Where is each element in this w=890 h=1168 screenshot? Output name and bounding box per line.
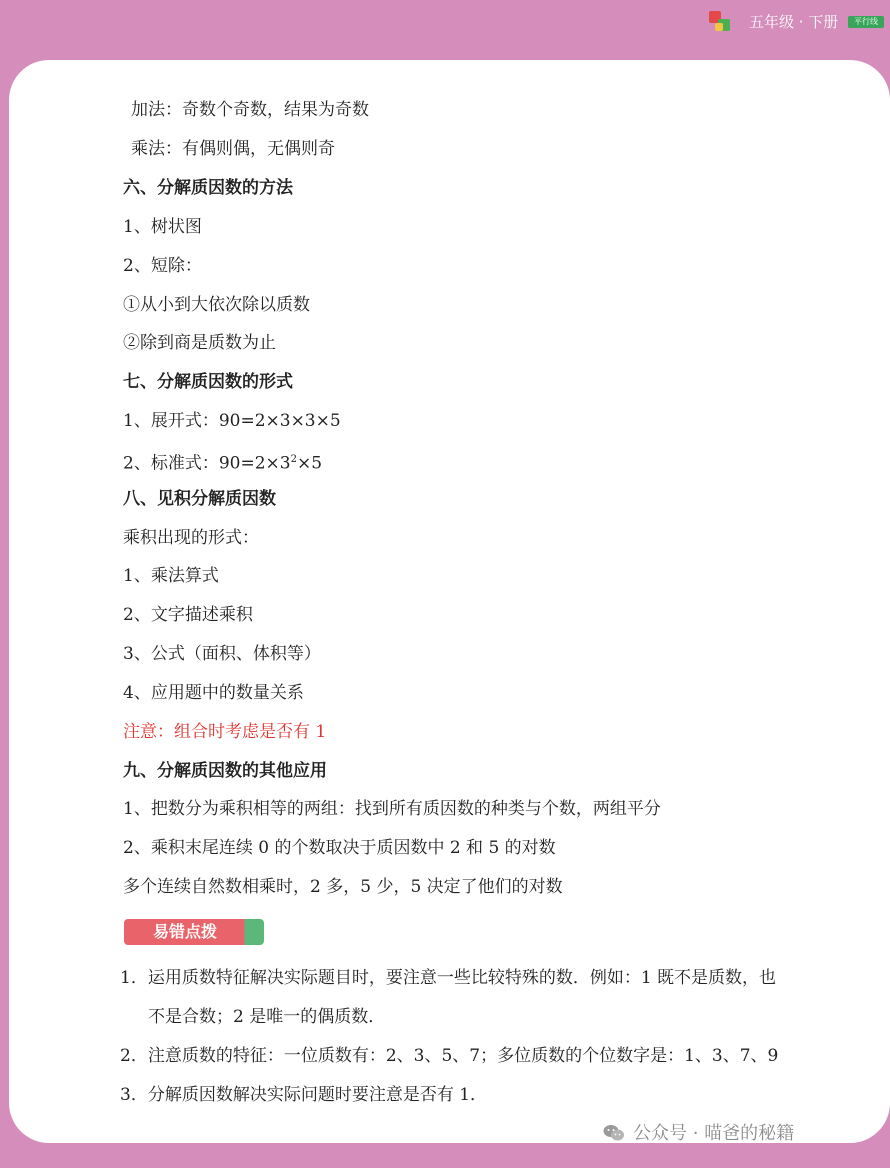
- grade-label: 五年级 · 下册: [749, 13, 839, 31]
- section-7-item-2-tail: ×5: [296, 453, 323, 474]
- section-9-item-3: 多个连续自然数相乘时，2 多，5 少，5 决定了他们的对数: [123, 877, 563, 897]
- section-7-item-2-exponent: 2: [290, 454, 297, 465]
- publisher-logo-icon: [709, 11, 733, 33]
- section-8-intro: 乘积出现的形式：: [123, 528, 259, 548]
- section-8-heading: 八、见积分解质因数: [123, 489, 276, 509]
- watermark: [603, 1122, 794, 1146]
- note-line: 注意：组合时考虑是否有 1: [123, 722, 327, 742]
- section-7-item-2: [123, 448, 322, 476]
- mistake-tips-badge: [124, 919, 264, 945]
- grade-badge: 平行线: [848, 16, 884, 28]
- section-6-item-2: 2、短除：: [123, 256, 202, 276]
- tip-1-line-2: 不是合数；2 是唯一的偶质数．: [148, 1007, 386, 1027]
- tip-3: 3．分解质因数解决实际问题时要注意是否有 1．: [120, 1085, 488, 1105]
- section-9-item-2: 2、乘积末尾连续 0 的个数取决于质因数中 2 和 5 的对数: [123, 838, 556, 858]
- section-8-item-2: 2、文字描述乘积: [123, 605, 253, 625]
- watermark-text: 公众号 · 喵爸的秘籍: [633, 1123, 795, 1144]
- tip-1-line-1: 1．运用质数特征解决实际题目时，要注意一些比较特殊的数．例如：1 既不是质数，也: [120, 968, 777, 988]
- mul-rule: 乘法：有偶则偶，无偶则奇: [131, 139, 335, 159]
- section-9-item-1: 1、把数分为乘积相等的两组：找到所有质因数的种类与个数，两组平分: [123, 799, 661, 819]
- section-8-item-4: 4、应用题中的数量关系: [123, 683, 304, 703]
- section-9-heading: 九、分解质因数的其他应用: [123, 761, 327, 781]
- section-8-item-3: 3、公式（面积、体积等）: [123, 644, 321, 664]
- mistake-tips-title: 易错点拨: [152, 922, 217, 941]
- add-rule: 加法：奇数个奇数，结果为奇数: [131, 100, 369, 120]
- section-6-item-2b: ②除到商是质数为止: [123, 333, 276, 353]
- section-6-heading: 六、分解质因数的方法: [123, 178, 293, 198]
- section-7-heading: 七、分解质因数的形式: [123, 372, 293, 392]
- wechat-icon: [603, 1124, 625, 1142]
- section-7-item-2-text: 2、标准式：90=2×3: [123, 453, 291, 474]
- tip-2: 2．注意质数的特征：一位质数有：2、3、5、7；多位质数的个位数字是：1、3、7、9: [120, 1046, 779, 1066]
- section-6-item-1: 1、树状图: [123, 217, 202, 237]
- section-7-item-1: 1、展开式：90=2×3×3×5: [123, 411, 341, 431]
- page-header: [0, 0, 890, 60]
- section-8-item-1: 1、乘法算式: [123, 566, 219, 586]
- section-6-item-2a: ①从小到大依次除以质数: [123, 295, 310, 315]
